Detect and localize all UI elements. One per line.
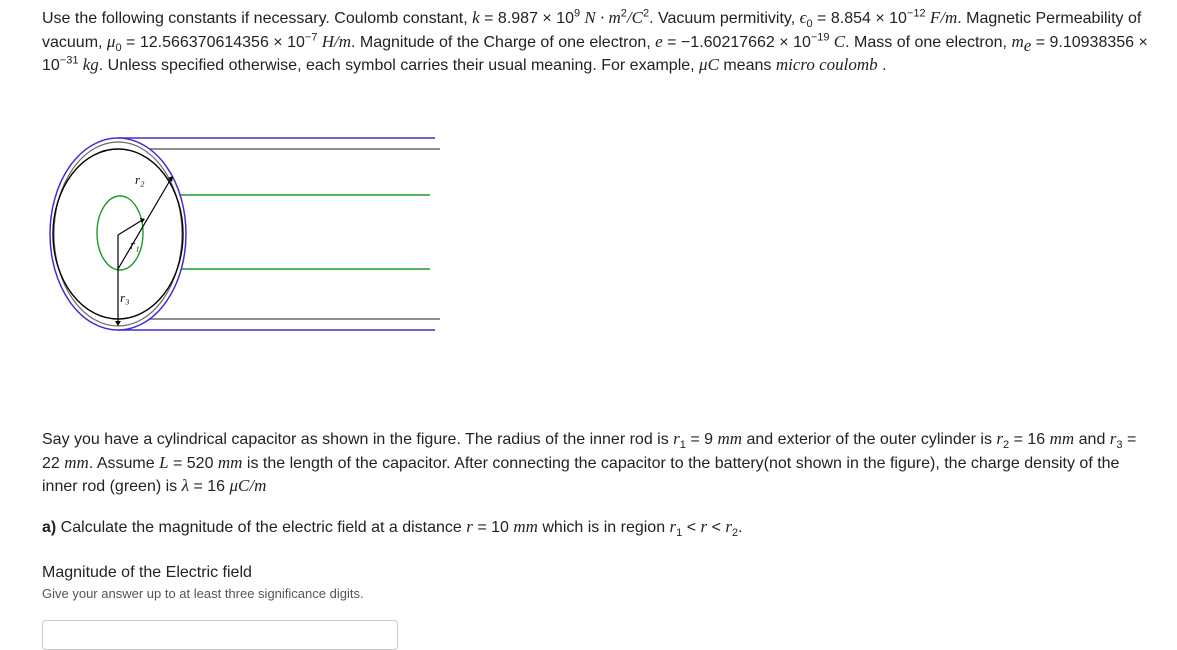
label-r1: r₁ xyxy=(130,237,140,252)
me-value: = 9.10938356 × 10 xyxy=(42,33,1148,74)
unit-mm: mm xyxy=(513,517,538,536)
unit-mm: mm xyxy=(1049,429,1075,448)
answer-label: Magnitude of the Electric field xyxy=(42,564,252,581)
question-paragraph xyxy=(42,428,1152,499)
constants-text: . Mass of one electron, xyxy=(845,33,1012,51)
e-exponent: −19 xyxy=(810,31,830,44)
unit-mm: mm xyxy=(64,452,89,472)
unit-mm: mm xyxy=(217,452,243,472)
symbol-mu: μ xyxy=(106,31,116,51)
label-r3: r₃ xyxy=(120,290,130,305)
r3-value: = 22 xyxy=(42,431,1137,472)
r2-sub: 2 xyxy=(1003,439,1010,452)
epsilon-sub: 0 xyxy=(806,18,813,31)
r1-sub: 1 xyxy=(676,527,683,540)
symbol-r: r xyxy=(700,517,708,536)
k-unit-exp: 2 xyxy=(620,7,627,20)
unit-mm: mm xyxy=(717,429,743,448)
k-value: = 8.987 × 10 xyxy=(479,10,574,27)
symbol-r2: r xyxy=(996,429,1004,448)
part-a-prompt xyxy=(42,516,743,540)
constants-text: . xyxy=(877,57,887,74)
mu-unit: H/m xyxy=(317,31,351,51)
answer-input[interactable] xyxy=(42,620,398,650)
L-value: = 520 xyxy=(168,454,218,472)
symbol-k: k xyxy=(472,8,480,27)
constants-text: . Magnitude of the Charge of one electron, xyxy=(350,33,656,51)
me-sub: e xyxy=(1023,35,1032,55)
symbol-r: r xyxy=(466,517,473,536)
mu-exponent: −7 xyxy=(304,31,318,44)
capacitor-figure xyxy=(40,125,450,335)
symbol-e: e xyxy=(655,31,663,51)
e-unit: C xyxy=(829,31,846,51)
constants-paragraph xyxy=(42,7,1152,78)
epsilon-value: = 8.854 × 10 xyxy=(812,10,907,27)
k-exponent: 9 xyxy=(574,7,581,20)
symbol-lambda: λ xyxy=(181,476,189,495)
less-than: < xyxy=(707,519,726,536)
symbol-uc: μC xyxy=(699,55,719,74)
symbol-r2: r xyxy=(725,517,733,536)
mu-sub: 0 xyxy=(115,41,122,54)
k-unit-b: /C xyxy=(626,8,643,27)
epsilon-unit: F/m xyxy=(925,8,958,27)
constants-text: . Vacuum permitivity, xyxy=(649,10,800,27)
r2-sub: 2 xyxy=(732,527,739,540)
e-value: = −1.60217662 × 10 xyxy=(662,33,811,51)
question-text: and exterior of the outer cylinder is xyxy=(742,431,997,448)
symbol-r1: r xyxy=(669,517,677,536)
k-unit-exp2: 2 xyxy=(642,7,650,20)
lambda-unit: μC/m xyxy=(229,476,267,495)
epsilon-exponent: −12 xyxy=(906,7,926,20)
question-text: Say you have a cylindrical capacitor as shown in the figure. The radius of the inner rod is xyxy=(42,431,674,448)
lambda-value: = 16 xyxy=(189,478,230,495)
less-than: < xyxy=(682,519,701,536)
k-unit: N · m xyxy=(580,8,621,27)
r2-value: = 16 xyxy=(1009,431,1050,448)
symbol-epsilon: ϵ xyxy=(799,8,807,27)
part-a-text: Calculate the magnitude of the electric field at a distance xyxy=(56,519,467,536)
uc-words: micro coulomb xyxy=(775,55,878,74)
part-a-text: which is in region xyxy=(537,519,670,536)
r1-value: = 9 xyxy=(685,431,718,448)
symbol-r3: r xyxy=(1109,429,1117,448)
r1-sub: 1 xyxy=(679,439,686,452)
constants-text: . Magnetic Permeability of vacuum, xyxy=(42,10,1142,51)
question-text: . Assume xyxy=(88,454,160,472)
question-text: and xyxy=(1074,431,1110,448)
symbol-me: m xyxy=(1011,31,1024,51)
part-a-text: . xyxy=(738,519,743,536)
part-a-label: a) xyxy=(42,519,57,536)
constants-text: Use the following constants if necessary. Coulomb constant, xyxy=(42,10,473,27)
me-exponent: −31 xyxy=(59,54,79,67)
symbol-r1: r xyxy=(673,429,680,448)
r3-sub: 3 xyxy=(1116,439,1123,452)
label-r2: r₂ xyxy=(135,172,145,187)
mu-value: = 12.566370614356 × 10 xyxy=(121,33,305,51)
answer-hint: Give your answer up to at least three significance digits. xyxy=(42,586,364,601)
question-text: is the length of the capacitor. After connecting the capacitor to the battery(not shown in the figure), the charge density of the inner rod (green) is xyxy=(42,454,1120,495)
me-unit: kg xyxy=(78,55,99,74)
constants-text: . Unless specified otherwise, each symbol carries their usual meaning. For example, xyxy=(98,57,700,74)
symbol-L: L xyxy=(159,452,169,472)
constants-text: means xyxy=(718,57,776,74)
r-value: = 10 xyxy=(472,519,514,536)
